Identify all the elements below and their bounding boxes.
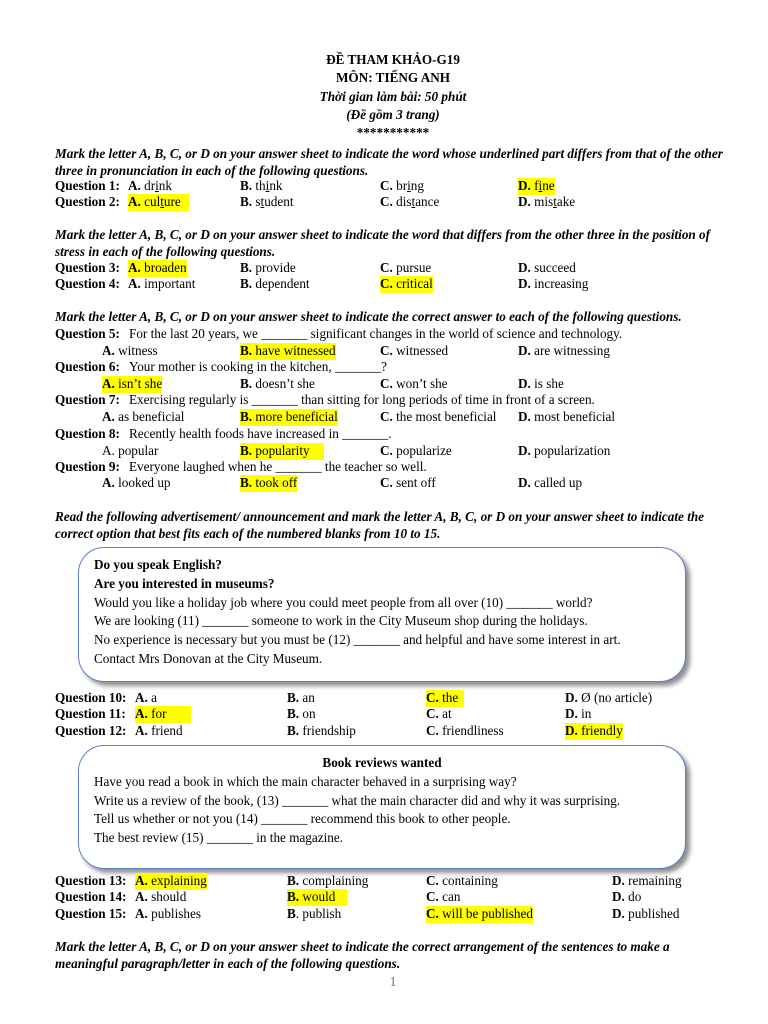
option-d[interactable]: D. is she <box>518 376 564 391</box>
option-c[interactable]: C. bring <box>380 178 424 193</box>
option-d[interactable]: D. popularization <box>518 443 611 458</box>
option-d[interactable]: D. most beneficial <box>518 409 616 424</box>
option-d[interactable]: D. succeed <box>518 260 576 275</box>
option-c[interactable]: C. pursue <box>380 260 432 275</box>
question-text: Everyone laughed when he _______ the teacher so well. <box>129 459 427 474</box>
question-label: Question 11: <box>55 706 126 721</box>
exam-title: ĐỀ THAM KHẢO-G19 <box>326 52 460 67</box>
option-a-answer[interactable]: A. broaden <box>128 260 187 275</box>
option-a[interactable]: A. important <box>128 276 196 291</box>
option-b[interactable]: B. publish <box>287 906 342 921</box>
question-text: Your mother is cooking in the kitchen, _______? <box>129 359 387 374</box>
announcement-box <box>78 745 686 869</box>
advertisement-box <box>78 547 686 682</box>
ad-line: Would you like a holiday job where you could meet people from all over (10) _______ world? <box>94 595 593 610</box>
option-c[interactable]: C. friendliness <box>426 723 504 738</box>
question-text: For the last 20 years, we _______ significant changes in the world of science and technology. <box>129 326 623 341</box>
option-c[interactable]: C. won’t she <box>380 376 448 391</box>
question-text: Recently health foods have increased in _______. <box>129 426 392 441</box>
option-b[interactable]: B. dependent <box>240 276 310 291</box>
option-b[interactable]: B. provide <box>240 260 296 275</box>
option-a[interactable]: A. publishes <box>135 906 201 921</box>
section-1-instruction: Mark the letter A, B, C, or D on your answer sheet to indicate the word whose underlined part differs from that of the other three in pronunciation in each of the following questions. <box>55 146 723 178</box>
option-a-answer[interactable]: A. for <box>135 706 191 723</box>
option-d-answer[interactable]: D. fine <box>518 178 555 193</box>
option-a-answer[interactable]: A. isn’t she <box>102 376 163 391</box>
option-b-answer[interactable]: B. took off <box>240 475 298 490</box>
ad-line: We are looking (11) _______ someone to work in the City Museum shop during the holidays. <box>94 613 588 628</box>
question-text: Exercising regularly is _______ than sitting for long periods of time in front of a screen. <box>129 392 595 407</box>
question-label: Question 10: <box>55 690 127 705</box>
question-label: Question 4: <box>55 276 120 291</box>
announcement-line: Have you read a book in which the main character behaved in a surprising way? <box>94 774 517 789</box>
option-c[interactable]: C. the most beneficial <box>380 409 497 424</box>
option-b[interactable]: B. think <box>240 178 283 193</box>
option-c[interactable]: C. popularize <box>380 443 452 458</box>
option-c[interactable]: C. at <box>426 706 452 721</box>
section-2-instruction: Mark the letter A, B, C, or D on your answer sheet to indicate the word that differs from the other three in the position of stress in each of the following questions. <box>55 227 711 259</box>
option-c[interactable]: C. distance <box>380 194 440 209</box>
option-b[interactable]: B. student <box>240 194 294 209</box>
option-a[interactable]: A. witness <box>102 343 158 358</box>
question-label: Question 3: <box>55 260 120 275</box>
exam-subject: MÔN: TIẾNG ANH <box>335 70 451 85</box>
question-label: Question 13: <box>55 873 127 888</box>
option-d[interactable]: D. do <box>612 889 642 904</box>
ad-line: Do you speak English? <box>94 557 222 572</box>
section-4-instruction: Read the following advertisement/ announcement and mark the letter A, B, C, or D on your answer sheet to indicate the correct option that best fits each of the numbered blanks from 10 to 15. <box>55 509 705 541</box>
question-label: Question 12: <box>55 723 127 738</box>
option-c[interactable]: C. witnessed <box>380 343 449 358</box>
option-c-answer[interactable]: C. critical <box>380 276 433 291</box>
option-d[interactable]: D. are witnessing <box>518 343 610 358</box>
option-d[interactable]: D. Ø (no article) <box>565 690 653 705</box>
option-c[interactable]: C. can <box>426 889 461 904</box>
option-a[interactable]: A. should <box>135 889 187 904</box>
option-b[interactable]: B. on <box>287 706 316 721</box>
exam-pages: (Đề gồm 3 trang) <box>346 107 440 122</box>
option-b-answer[interactable]: B. have witnessed <box>240 343 336 358</box>
option-d[interactable]: D. published <box>612 906 680 921</box>
option-b-answer[interactable]: B. would <box>287 889 347 906</box>
section-5-instruction: Mark the letter A, B, C, or D on your answer sheet to indicate the correct arrangement of the sentences to make a meaningful paragraph/letter in each of the following questions. <box>55 939 670 971</box>
option-d[interactable]: D. increasing <box>518 276 589 291</box>
announcement-title: Book reviews wanted <box>322 755 442 770</box>
option-d-answer[interactable]: D. friendly <box>565 723 623 738</box>
ad-line: Contact Mrs Donovan at the City Museum. <box>94 651 323 666</box>
option-b[interactable]: B. doesn’t she <box>240 376 315 391</box>
option-a-answer[interactable]: A. explaining <box>135 873 207 888</box>
option-d[interactable]: D. mistake <box>518 194 576 209</box>
question-label: Question 1: <box>55 178 120 193</box>
ad-line: No experience is necessary but you must be (12) _______ and helpful and have some interest in art. <box>94 632 621 647</box>
question-label: Question 6: <box>55 359 120 374</box>
option-d[interactable]: D. remaining <box>612 873 682 888</box>
option-a[interactable]: A. a <box>135 690 157 705</box>
option-c-answer[interactable]: C. will be published <box>426 906 533 921</box>
option-d[interactable]: D. in <box>565 706 592 721</box>
question-label: Question 15: <box>55 906 127 921</box>
section-3-instruction: Mark the letter A, B, C, or D on your answer sheet to indicate the correct answer to each of the following questions. <box>55 309 682 324</box>
exam-time: Thời gian làm bài: 50 phút <box>319 89 467 104</box>
option-c[interactable]: C. containing <box>426 873 498 888</box>
option-a[interactable]: A. popular <box>102 443 159 458</box>
option-c[interactable]: C. sent off <box>380 475 436 490</box>
question-label: Question 2: <box>55 194 120 209</box>
question-label: Question 5: <box>55 326 120 341</box>
page-number: 1 <box>389 974 397 989</box>
announcement-line: The best review (15) _______ in the magazine. <box>94 830 344 845</box>
option-d[interactable]: D. called up <box>518 475 583 490</box>
announcement-line: Tell us whether or not you (14) _______ recommend this book to other people. <box>94 811 511 826</box>
question-label: Question 14: <box>55 889 127 904</box>
option-a[interactable]: A. friend <box>135 723 183 738</box>
question-label: Question 8: <box>55 426 120 441</box>
ad-line: Are you interested in museums? <box>94 576 275 591</box>
announcement-line: Write us a review of the book, (13) _______ what the main character did and why it was surprising. <box>94 793 621 808</box>
option-b[interactable]: B. complaining <box>287 873 369 888</box>
question-label: Question 7: <box>55 392 120 407</box>
option-b[interactable]: B. an <box>287 690 315 705</box>
option-a[interactable]: A. looked up <box>102 475 171 490</box>
option-a-answer[interactable]: A. culture <box>128 194 189 211</box>
option-b-answer[interactable]: B. more beneficial <box>240 409 338 424</box>
option-b[interactable]: B. friendship <box>287 723 356 738</box>
question-label: Question 9: <box>55 459 120 474</box>
option-b-answer[interactable]: B. popularity <box>240 443 324 460</box>
option-a[interactable]: A. drink <box>128 178 172 193</box>
header-stars: *********** <box>356 125 430 140</box>
option-a[interactable]: A. as beneficial <box>102 409 185 424</box>
option-c-answer[interactable]: C. the <box>426 690 464 707</box>
